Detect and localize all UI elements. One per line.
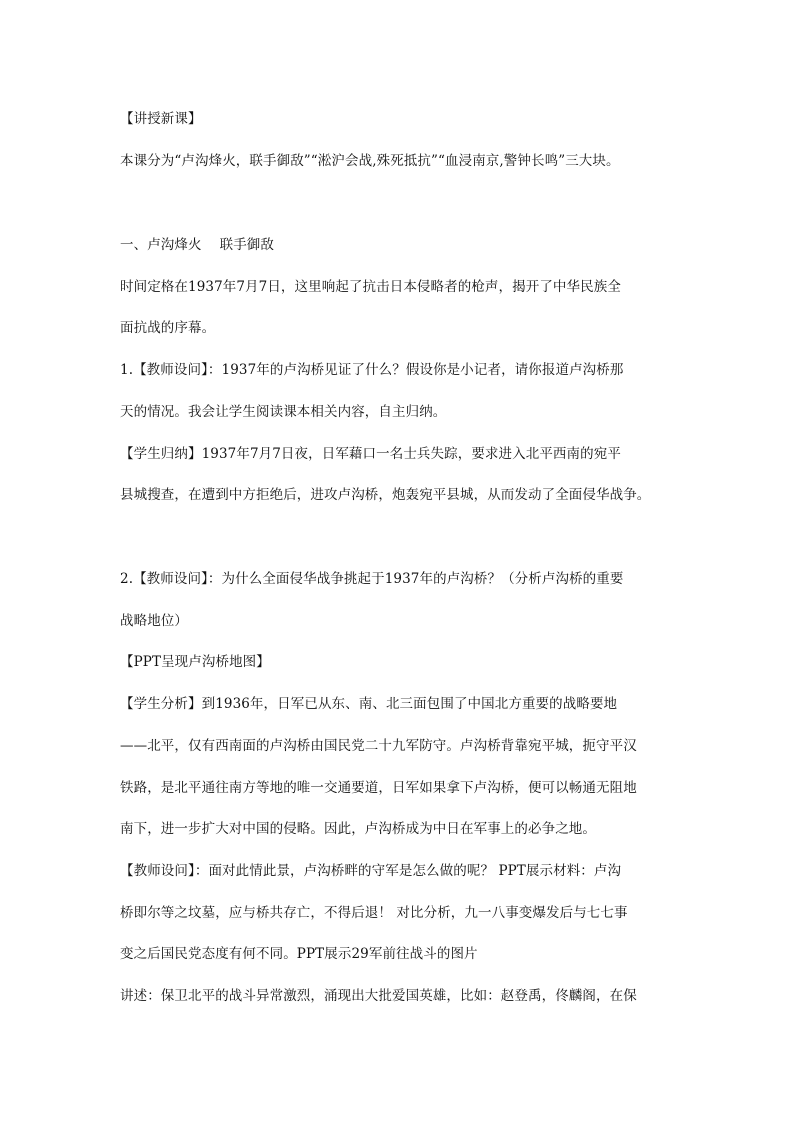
teacher-question-3-line: 桥即尔等之坟墓，应与桥共存亡，不得后退！ 对比分析，九一八事变爆发后与七七事 xyxy=(120,905,628,921)
teacher-question-3-line: 【教师设问】：面对此情此景，卢沟桥畔的守军是怎么做的呢？ PPT展示材料：卢沟 xyxy=(120,863,622,879)
teacher-question-2-line: 2.【教师设问】：为什么全面侵华战争挑起于1937年的卢沟桥？（分析卢沟桥的重要 xyxy=(120,571,624,587)
teacher-question-1-line: 天的情况。我会让学生阅读课本相关内容，自主归纳。 xyxy=(120,404,447,420)
teacher-question-3-line: 变之后国民党态度有何不同。PPT展示29军前往战斗的图片 xyxy=(120,946,478,962)
student-analysis-line: 南下，进一步扩大对中国的侵略。因此，卢沟桥成为中日在军事上的必争之地。 xyxy=(120,821,596,837)
teacher-question-1-line: 1.【教师设问】：1937年的卢沟桥见证了什么？假设你是小记者，请你报道卢沟桥那 xyxy=(120,362,624,378)
student-summary-line: 县城搜查，在遭到中方拒绝后，进攻卢沟桥，炮轰宛平县城，从而发动了全面侵华战争。 xyxy=(120,487,651,503)
paragraph-line: 时间定格在1937年7月7日，这里响起了抗击日本侵略者的枪声，揭开了中华民族全 xyxy=(120,279,621,295)
student-analysis-line: 【学生分析】到1936年，日军已从东、南、北三面包围了中国北方重要的战略要地 xyxy=(120,696,618,712)
paragraph-line: 面抗战的序幕。 xyxy=(120,320,216,336)
lesson-overview-paragraph: 本课分为“卢沟烽火，联手御敌”“淞沪会战,殊死抵抗”“血浸南京,警钟长鸣”三大块。 xyxy=(120,153,620,169)
section-heading-new-lesson: 【讲授新课】 xyxy=(120,111,202,127)
narration-line: 讲述：保卫北平的战斗异常激烈，涌现出大批爱国英雄，比如：赵登禹，佟麟阁，在保 xyxy=(120,988,637,1004)
ppt-map-note: 【PPT呈现卢沟桥地图】 xyxy=(120,654,270,670)
subsection-heading-lugou: 一、卢沟烽火 联手御敌 xyxy=(120,237,274,253)
teacher-question-2-line: 战略地位） xyxy=(120,613,188,629)
student-analysis-line: ——北平，仅有西南面的卢沟桥由国民党二十九军防守。卢沟桥背靠宛平城，扼守平汉 xyxy=(120,738,637,754)
student-summary-line: 【学生归纳】1937年7月7日夜，日军藉口一名士兵失踪，要求进入北平西南的宛平 xyxy=(120,446,621,462)
student-analysis-line: 铁路，是北平通往南方等地的唯一交通要道，日军如果拿下卢沟桥，便可以畅通无阻地 xyxy=(120,780,637,796)
